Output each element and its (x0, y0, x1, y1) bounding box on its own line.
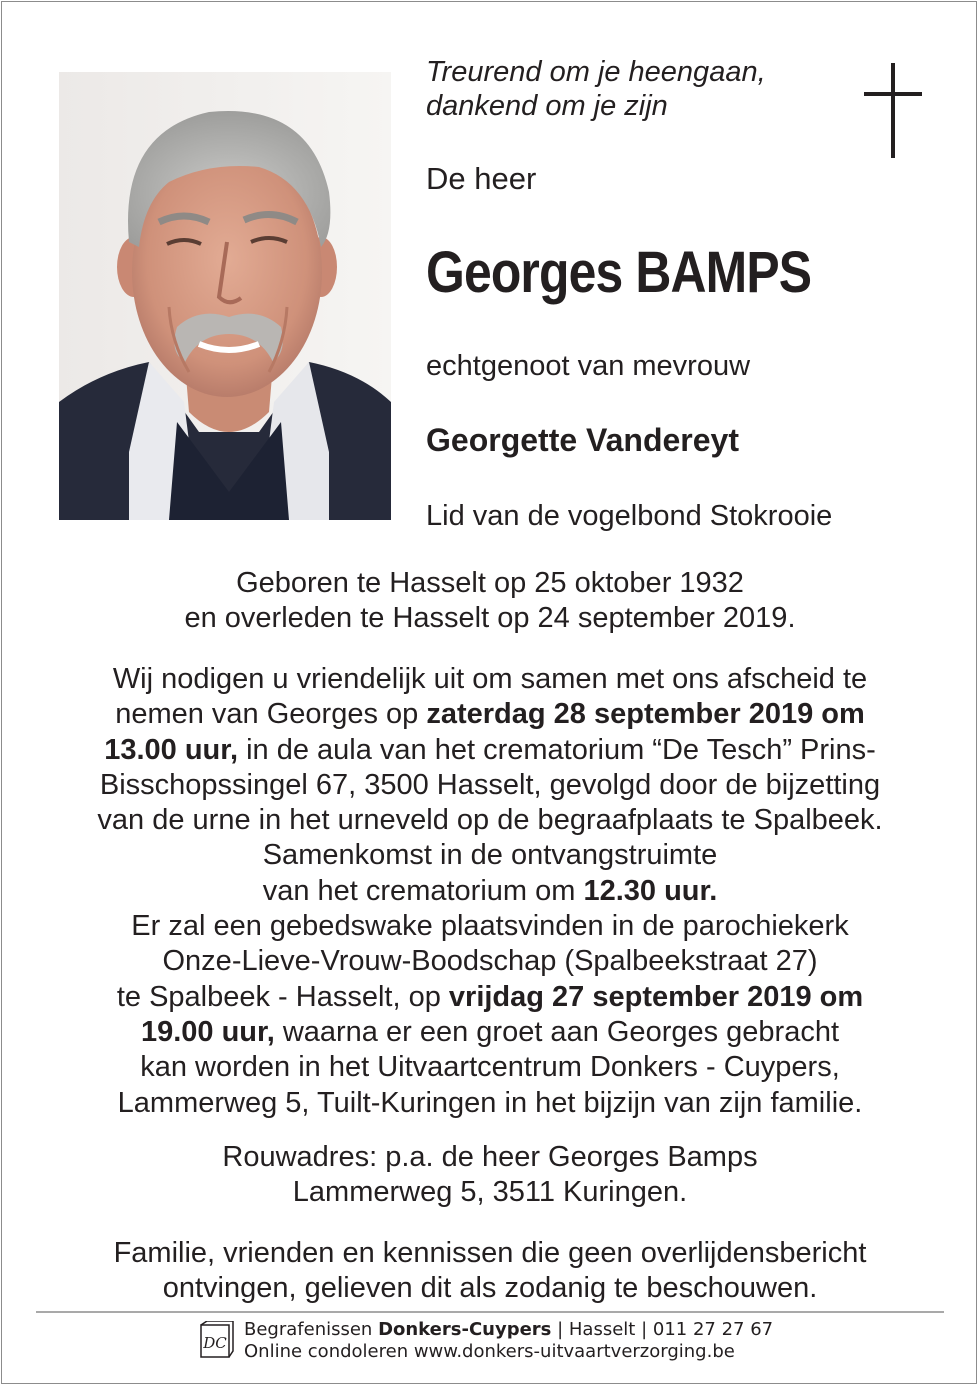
text-line: Bisschopssingel 67, 3500 Hasselt, gevolgd door de bijzetting (99, 768, 881, 801)
motto-line: Treurend om je heengaan, (426, 56, 766, 88)
text-line: Lammerweg 5, Tuilt-Kuringen in het bijzijn van zijn familie. (117, 1086, 863, 1119)
born-line: Geboren te Hasselt op 25 oktober 1932 (236, 567, 744, 599)
text-line: te Spalbeek - Hasselt, op vrijdag 27 september 2019 om (116, 980, 864, 1013)
ceremony-date: zaterdag 28 september 2019 om (426, 698, 865, 731)
note-line: ontvingen, gelieven dit als zodanig te beschouwen. (162, 1272, 818, 1305)
footer (244, 1319, 773, 1363)
died-line: en overleden te Hasselt op 24 september 2019. (184, 602, 796, 635)
family-note (40, 1236, 940, 1307)
footer-divider (36, 1311, 944, 1313)
footer-online-line[interactable]: Online condoleren www.donkers-uitvaartverzorging.be (244, 1341, 735, 1362)
mourning-address (40, 1140, 940, 1211)
motto-line: dankend om je zijn (426, 90, 668, 122)
footer-company-line: Begrafenissen Donkers-Cuypers | Hasselt | 011 27 27 67 (244, 1319, 774, 1340)
text-line: van het crematorium om 12.30 uur. (262, 874, 718, 907)
text-line: van de urne in het urneveld op de begraafplaats te Spalbeek. (97, 804, 883, 837)
text-line: Wij nodigen u vriendelijk uit om samen met ons afscheid te (112, 663, 868, 695)
spouse-name: Georgette Vandereyt (426, 422, 739, 458)
vigil-date: vrijdag 27 september 2019 om (448, 980, 864, 1013)
company-name: Donkers-Cuypers (378, 1319, 552, 1340)
spouse-intro: echtgenoot van mevrouw (426, 350, 751, 382)
logo-letters: DC (203, 1334, 227, 1352)
ceremony-time: 13.00 uur, (104, 733, 239, 766)
portrait-photo (59, 72, 391, 520)
address-line: Lammerweg 5, 3511 Kuringen. (292, 1176, 688, 1209)
vigil-time: 19.00 uur, (140, 1015, 275, 1048)
note-line: Familie, vrienden en kennissen die geen overlijdensbericht (113, 1237, 867, 1269)
membership: Lid van de vogelbond Stokrooie (426, 500, 833, 532)
cross-icon (864, 63, 922, 158)
salutation: De heer (426, 161, 537, 196)
ceremony-invitation (40, 662, 940, 1121)
motto (426, 55, 766, 123)
deceased-name: Georges BAMPS (426, 240, 812, 305)
text-line: 13.00 uur, in de aula van het crematorium “De Tesch” Prins- (104, 733, 876, 766)
address-line: Rouwadres: p.a. de heer Georges Bamps (222, 1141, 758, 1173)
text-line: Er zal een gebedswake plaatsvinden in de parochiekerk (131, 910, 849, 943)
gathering-time: 12.30 uur. (583, 874, 718, 907)
text-line: nemen van Georges op zaterdag 28 september 2019 om (115, 698, 865, 731)
text-line: Onze-Lieve-Vrouw-Boodschap (Spalbeekstraat 27) (162, 945, 818, 978)
funeral-home-logo-icon (198, 1321, 234, 1359)
born-died (40, 566, 940, 637)
text-line: Samenkomst in de ontvangstruimte (262, 839, 718, 872)
text-line: 19.00 uur, waarna er een groet aan Georges gebracht (140, 1015, 840, 1048)
text-line: kan worden in het Uitvaartcentrum Donkers - Cuypers, (140, 1051, 840, 1084)
